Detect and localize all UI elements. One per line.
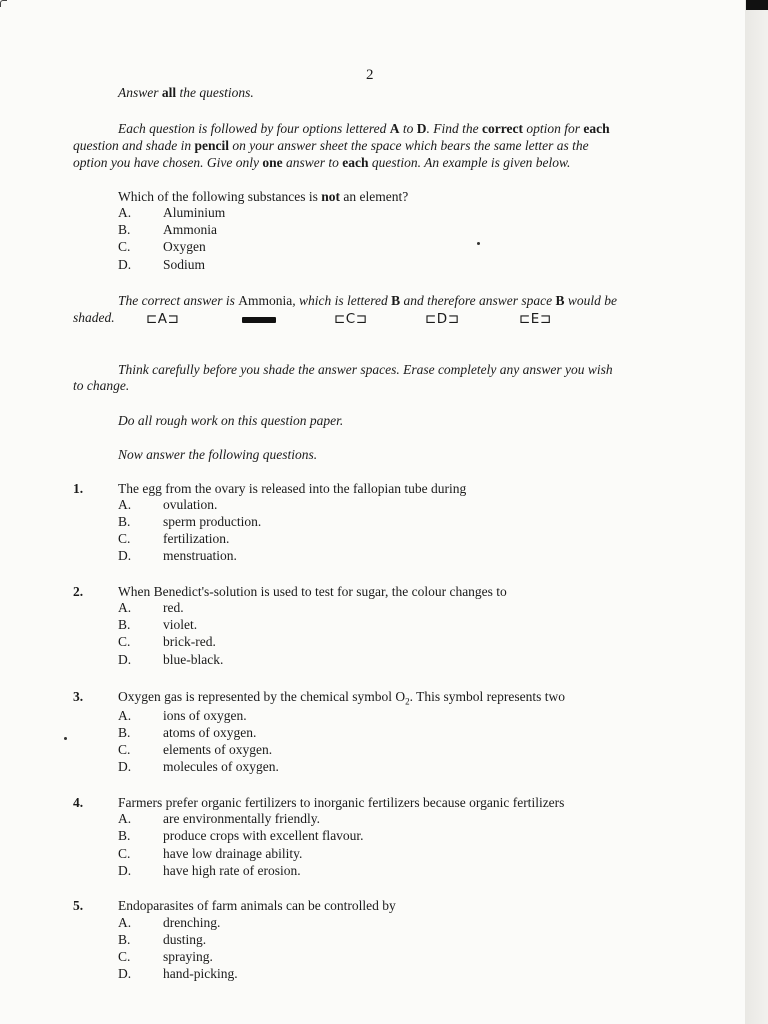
option-text: drenching. bbox=[163, 915, 221, 930]
question-stem: Farmers prefer organic fertilizers to inorganic fertilizers because organic fertilizers bbox=[118, 795, 565, 810]
question-number: 3. bbox=[73, 689, 84, 704]
option-text: have low drainage ability. bbox=[163, 846, 303, 861]
option-letter: C. bbox=[118, 742, 131, 757]
instruction-line: question and shade in pencil on your answer sheet the space which bears the same letter as the bbox=[73, 138, 589, 153]
option-letter: B. bbox=[118, 222, 131, 237]
answer-bubble-c: ⊏C⊐ bbox=[334, 311, 368, 327]
option-text: dusting. bbox=[163, 932, 207, 947]
option-letter: A. bbox=[118, 811, 132, 826]
option-text: ovulation. bbox=[163, 497, 218, 512]
answer-bubble-b-shaded bbox=[242, 317, 276, 323]
speck bbox=[477, 242, 480, 245]
question-number: 4. bbox=[73, 795, 84, 810]
answer-bubble-a: ⊏A⊐ bbox=[146, 311, 180, 327]
option-letter: B. bbox=[118, 828, 131, 843]
option-letter: B. bbox=[118, 932, 131, 947]
option-letter: C. bbox=[118, 949, 131, 964]
option-letter: C. bbox=[118, 239, 131, 254]
option-letter: D. bbox=[118, 257, 132, 272]
page-edge bbox=[745, 0, 768, 1024]
option-text: spraying. bbox=[163, 949, 213, 964]
answer-bubble-e: ⊏E⊐ bbox=[519, 311, 552, 327]
instruction-line: Each question is followed by four options lettered A to D. Find the correct option for each bbox=[118, 121, 610, 136]
option-text: hand-picking. bbox=[163, 966, 238, 981]
option-letter: C. bbox=[118, 634, 131, 649]
instruction-think-cont: to change. bbox=[73, 378, 130, 393]
page-number: 2 bbox=[366, 67, 374, 83]
corner-mark bbox=[0, 0, 7, 7]
option-letter: A. bbox=[118, 915, 132, 930]
option-letter: D. bbox=[118, 759, 132, 774]
scan-mark bbox=[746, 0, 768, 10]
answer-bubble-d: ⊏D⊐ bbox=[425, 311, 460, 327]
option-text: have high rate of erosion. bbox=[163, 863, 301, 878]
question-number: 5. bbox=[73, 898, 84, 913]
option-text: Sodium bbox=[163, 257, 206, 272]
option-text: atoms of oxygen. bbox=[163, 725, 257, 740]
instruction-think: Think carefully before you shade the answer spaces. Erase completely any answer you wish bbox=[118, 362, 613, 377]
option-text: violet. bbox=[163, 617, 198, 632]
option-text: blue-black. bbox=[163, 652, 224, 667]
option-letter: B. bbox=[118, 725, 131, 740]
question-stem: Oxygen gas is represented by the chemical symbol $O_2$. This symbol represents two bbox=[118, 689, 566, 707]
option-letter: A. bbox=[118, 497, 132, 512]
option-text: Ammonia bbox=[163, 222, 217, 237]
option-text: molecules of oxygen. bbox=[163, 759, 279, 774]
instruction-answer-all: Answer all the questions. bbox=[118, 85, 254, 100]
question-stem: The egg from the ovary is released into the fallopian tube during bbox=[118, 481, 467, 496]
option-text: ions of oxygen. bbox=[163, 708, 247, 723]
option-letter: D. bbox=[118, 652, 132, 667]
option-letter: D. bbox=[118, 966, 132, 981]
question-number: 2. bbox=[73, 584, 84, 599]
option-text: fertilization. bbox=[163, 531, 230, 546]
speck bbox=[64, 737, 67, 740]
example-answer-shaded: shaded. bbox=[73, 310, 115, 325]
option-letter: B. bbox=[118, 514, 131, 529]
option-text: Aluminium bbox=[163, 205, 226, 220]
instruction-rough-work: Do all rough work on this question paper. bbox=[118, 413, 344, 428]
option-letter: A. bbox=[118, 600, 132, 615]
option-letter: C. bbox=[118, 531, 131, 546]
option-letter: D. bbox=[118, 548, 132, 563]
option-text: Oxygen bbox=[163, 239, 206, 254]
example-answer-explanation: The correct answer is Ammonia, which is lettered B and therefore answer space B would be bbox=[118, 293, 617, 308]
option-text: brick-red. bbox=[163, 634, 216, 649]
option-letter: D. bbox=[118, 863, 132, 878]
instruction-line: option you have chosen. Give only one answer to each question. An example is given below. bbox=[73, 155, 571, 170]
example-question-stem: Which of the following substances is not an element? bbox=[118, 189, 409, 204]
question-number: 1. bbox=[73, 481, 84, 496]
option-letter: C. bbox=[118, 846, 131, 861]
option-letter: A. bbox=[118, 205, 132, 220]
instruction-now-answer: Now answer the following questions. bbox=[118, 447, 318, 462]
option-text: are environmentally friendly. bbox=[163, 811, 320, 826]
question-stem: Endoparasites of farm animals can be controlled by bbox=[118, 898, 396, 913]
option-text: elements of oxygen. bbox=[163, 742, 273, 757]
option-text: red. bbox=[163, 600, 184, 615]
option-text: menstruation. bbox=[163, 548, 237, 563]
option-text: produce crops with excellent flavour. bbox=[163, 828, 364, 843]
question-stem: When Benedict's-solution is used to test for sugar, the colour changes to bbox=[118, 584, 507, 599]
option-letter: A. bbox=[118, 708, 132, 723]
option-text: sperm production. bbox=[163, 514, 262, 529]
option-letter: B. bbox=[118, 617, 131, 632]
